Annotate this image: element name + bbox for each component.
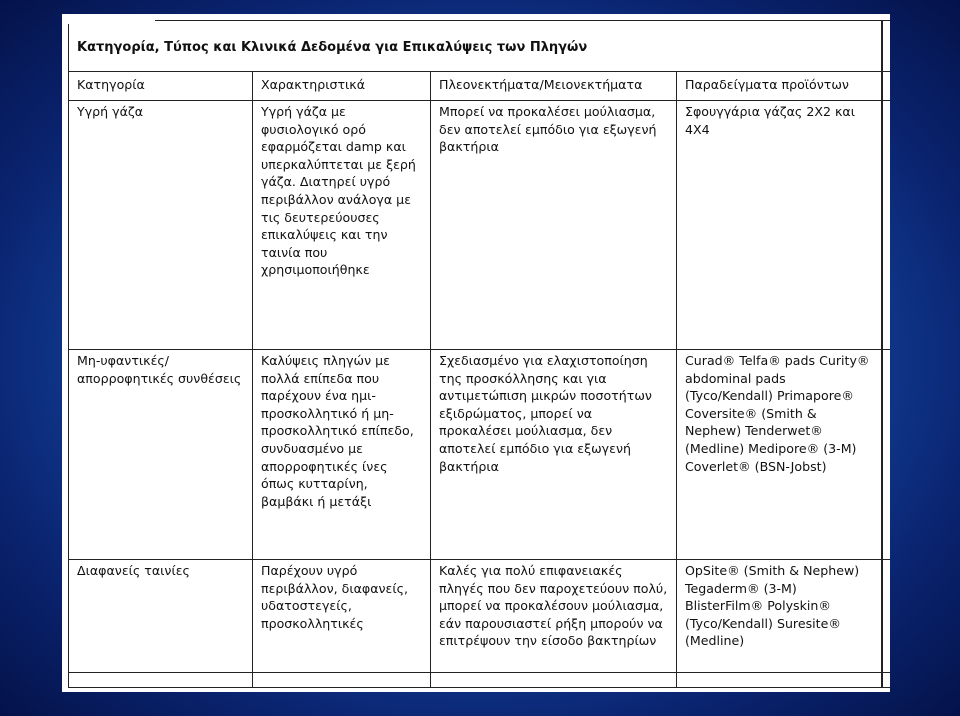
table-row [69,101,891,350]
cell-products: Σφουγγάρια γάζας 2Χ2 και 4Χ4 [677,101,883,350]
table-side-cell [883,673,890,688]
cell-category: Μη-υφαντικές/ απορροφητικές συνθέσεις [69,350,253,560]
cell-features: Παρέχουν υγρό περιβάλλον, διαφανείς, υδατοστεγείς, προσκολλητικές [253,560,431,673]
cell-empty [677,673,883,688]
cell-pros-cons: Σχεδιασμένο για ελαχιστοποίηση της προσκόλλησης και για αντιμετώπιση μικρών ποσοτήτων εξιδρώματος, μπορεί να προκαλέσει μούλιασμα, δεν αποτελεί εμπόδιο για εξωγενή βακτήρια [431,350,677,560]
cell-features: Υγρή γάζα με φυσιολογικό ορό εφαρμόζεται damp και υπερκαλύπτεται με ξερή γάζα. Διατηρεί υγρό περιβάλλον ανάλογα με τις δευτερεύουσες επικαλύψεις και την ταινία που χρησιμοποιήθηκε [253,101,431,350]
table-side-cell [883,560,890,673]
table-top-gap [62,14,155,24]
slide-frame [62,14,890,692]
table-row-empty [69,673,891,688]
header-pros-cons: Πλεονεκτήματα/Μειονεκτήματα [431,72,677,101]
header-products: Παραδείγματα προϊόντων [677,72,883,101]
cell-products: OpSite® (Smith & Nephew) Tegaderm® (3-M) BlisterFilm® Polyskin® (Tyco/Kendall) Suresite® (Medline) [677,560,883,673]
cell-empty [69,673,253,688]
cell-products: Curad® Telfa® pads Curity® abdominal pads (Tyco/Kendall) Primapore® Coversite® (Smith & Nephew) Tenderwet® (Medline) Medipore® (3-M) Coverlet® (BSN-Jobst) [677,350,883,560]
table-side-cell [883,101,890,350]
cell-category: Υγρή γάζα [69,101,253,350]
cell-pros-cons: Μπορεί να προκαλέσει μούλιασμα, δεν αποτελεί εμπόδιο για εξωγενή βακτήρια [431,101,677,350]
table-side-cell [883,72,890,101]
table-title-row [69,21,891,72]
table-right-border [881,20,882,688]
header-features: Χαρακτηριστικά [253,72,431,101]
table-side-cell [883,350,890,560]
table-row [69,350,891,560]
table-row [69,560,891,673]
table-side-cell [883,21,890,72]
wound-dressings-table [68,20,890,688]
cell-category: Διαφανείς ταινίες [69,560,253,673]
header-category: Κατηγορία [69,72,253,101]
cell-empty [253,673,431,688]
table-header-row [69,72,891,101]
cell-empty [431,673,677,688]
table-title: Κατηγορία, Τύπος και Κλινικά Δεδομένα για Επικαλύψεις των Πληγών [69,21,883,72]
cell-features: Καλύψεις πληγών με πολλά επίπεδα που παρέχουν ένα ημι-προσκολλητικό ή μη-προσκολλητικό επίπεδο, συνδυασμένο με απορροφητικές ίνες όπως κυτταρίνη, βαμβάκι ή μετάξι [253,350,431,560]
cell-pros-cons: Καλές για πολύ επιφανειακές πληγές που δεν παροχετεύουν πολύ, μπορεί να προκαλέσουν μούλιασμα, εάν παρουσιαστεί ρήξη μπορούν να επιτρέψουν την είσοδο βακτηρίων [431,560,677,673]
